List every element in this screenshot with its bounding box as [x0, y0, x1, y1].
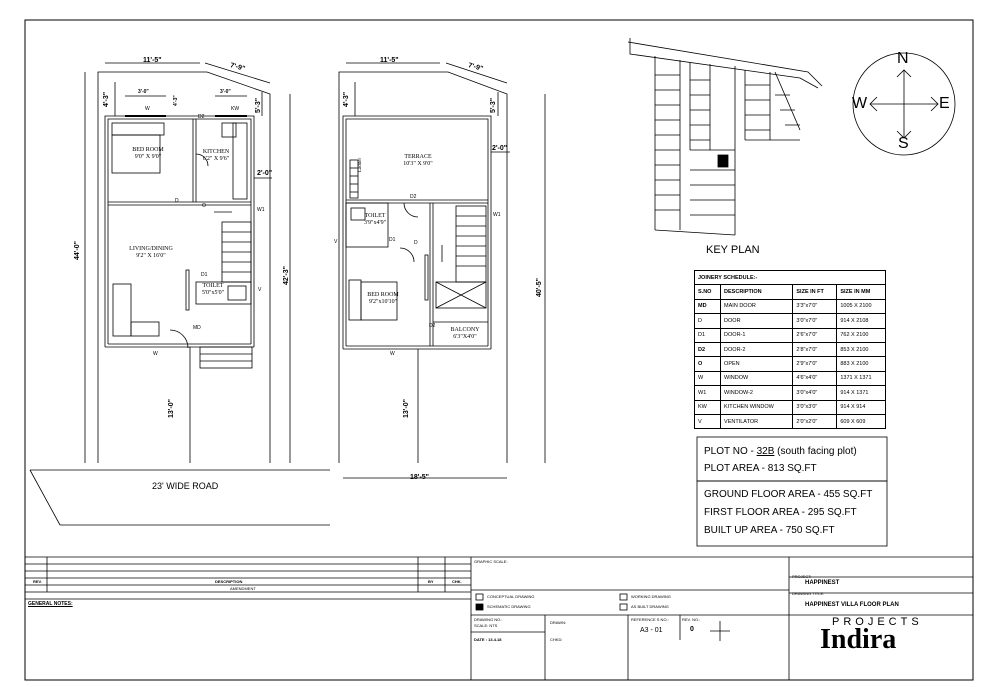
tb-project: HAPPINEST — [805, 580, 840, 586]
tb-description: DESCRIPTION — [215, 579, 243, 584]
plot-no-suffix: (south facing plot) — [774, 446, 857, 457]
table-row — [695, 371, 886, 385]
room-size: 10'3" X 9'0" — [403, 161, 433, 168]
cell: 853 X 2100 — [837, 342, 886, 356]
room-label: TOILET — [202, 283, 224, 289]
cell: MAIN DOOR — [721, 299, 793, 313]
cell: 914 X 914 — [837, 400, 886, 414]
cell: W — [695, 371, 721, 385]
room-bedroom-ground — [128, 147, 168, 161]
table-row — [695, 414, 886, 428]
dim-window-a: 3'-0" — [138, 89, 149, 95]
tb-date: DATE : 13.4.18 — [474, 637, 502, 642]
cell: 2'9"x7'0" — [793, 357, 837, 371]
tb-project-label: PROJECT: — [792, 574, 812, 579]
road-label: 23' WIDE ROAD — [152, 481, 219, 491]
tag-kw: KW — [231, 106, 240, 112]
cell: 2'8"x7'0" — [793, 342, 837, 356]
compass-n: N — [897, 50, 909, 67]
dim-first-small-left: 4'-3" — [343, 91, 350, 107]
tb-schematic: SCHEMATIC DRAWING — [487, 604, 531, 609]
cell: WINDOW — [721, 371, 793, 385]
cell: 883 X 2100 — [837, 357, 886, 371]
dim-window-b: 3'-0" — [220, 89, 231, 95]
plot-no — [704, 446, 857, 457]
cell: 3'0"x3'0" — [793, 400, 837, 414]
tb-amendment: AMENDMENT — [230, 586, 256, 591]
room-label: LIVING/DINING — [129, 246, 173, 252]
cell: DOOR-1 — [721, 328, 793, 342]
cell: DOOR-2 — [721, 342, 793, 356]
ladder-label: Ladder — [358, 157, 363, 172]
room-label: TERRACE — [404, 154, 432, 160]
room-label: TOILET — [364, 213, 386, 219]
dim-first-front-setback: 13'-0" — [403, 399, 410, 418]
tb-rev-no: REV. NO.: — [682, 617, 701, 622]
tag-d2-first: D2 — [410, 194, 417, 200]
tag-w-first: W — [390, 351, 395, 357]
tb-rev: REV. — [33, 579, 42, 584]
dim-ground-right-height: 42'-3" — [283, 266, 290, 285]
tb-drawing-no: DRAWING NO.: — [474, 617, 503, 622]
table-row — [695, 342, 886, 356]
cell: KITCHEN WINDOW — [721, 400, 793, 414]
joinery-schedule — [694, 270, 886, 429]
plot-no-prefix: PLOT NO - — [704, 446, 757, 457]
tag-w-front: W — [153, 351, 158, 357]
first-floor-area: FIRST FLOOR AREA - 295 SQ.FT — [704, 507, 857, 518]
cell: WINDOW-2 — [721, 386, 793, 400]
tb-working: WORKING DRAWING — [631, 594, 671, 599]
cell: O — [695, 357, 721, 371]
cell: V — [695, 414, 721, 428]
compass-e: E — [939, 95, 950, 112]
room-living-ground — [120, 246, 182, 260]
cell: 2'0"x2'0" — [793, 414, 837, 428]
cell: 914 X 2108 — [837, 314, 886, 328]
cell: OPEN — [721, 357, 793, 371]
room-size: 6'2" X 9'6" — [202, 156, 230, 163]
room-size: 5'0"x5'0" — [201, 290, 225, 297]
table-row — [695, 299, 886, 313]
dim-ground-small-right: 5'-3" — [255, 97, 262, 113]
tb-by: BY — [428, 579, 434, 584]
tag-d1: D1 — [201, 272, 208, 278]
tag-d2: D2 — [198, 114, 205, 120]
tb-rev-value: 0 — [690, 626, 694, 633]
dim-first-side-offset: 2'-0" — [492, 145, 508, 152]
tb-drawn: DRAWN: — [550, 620, 567, 625]
tb-drawing-title-label: DRAWING TITLE: — [792, 591, 825, 596]
dim-ground-top-width: 11'-5" — [143, 57, 162, 64]
schedule-header: SIZE IN FT — [793, 285, 837, 299]
tag-w1-first: W1 — [493, 212, 501, 218]
dim-ground-side-offset: 2'-0" — [257, 170, 273, 177]
dim-ground-top-angled: 7'-9" — [229, 62, 246, 73]
cell: VENTILATOR — [721, 414, 793, 428]
tb-scale: SCALE: NTS — [474, 623, 498, 628]
ground-floor-area: GROUND FLOOR AREA - 455 SQ.FT — [704, 489, 873, 500]
room-size: 9'2"x10'10" — [368, 299, 398, 306]
dim-first-bottom-width: 18'-5" — [410, 474, 429, 481]
tb-drawing-title: HAPPINEST VILLA FLOOR PLAN — [805, 602, 899, 608]
room-toilet-ground — [198, 283, 228, 297]
tb-chk: CHK. — [452, 579, 462, 584]
room-toilet-first — [359, 213, 391, 227]
table-row — [695, 386, 886, 400]
road — [30, 470, 330, 525]
schedule-header: SIZE IN MM — [837, 285, 886, 299]
schedule-title: JOINERY SCHEDULE:- — [695, 271, 886, 285]
built-up-area: BUILT UP AREA - 750 SQ.FT — [704, 525, 835, 536]
dim-ground-small-left: 4'-3" — [103, 91, 110, 107]
tag-w: W — [145, 106, 150, 112]
room-label: KITCHEN — [202, 149, 230, 155]
cell: 4'6"x4'0" — [793, 371, 837, 385]
cell: 3'0"x7'0" — [793, 314, 837, 328]
schedule-header: DESCRIPTION — [721, 285, 793, 299]
cell: 914 X 1371 — [837, 386, 886, 400]
tag-d-first: D — [414, 240, 418, 246]
key-plan-title: KEY PLAN — [706, 244, 760, 256]
table-row — [695, 314, 886, 328]
cell: 762 X 2100 — [837, 328, 886, 342]
cell: MD — [695, 299, 721, 313]
cell: 3'3"x7'0" — [793, 299, 837, 313]
dim-first-small-right: 5'-3" — [490, 97, 497, 113]
tb-chkd: CHKD: — [550, 637, 563, 642]
tag-w1: W1 — [257, 207, 265, 213]
tb-as-built: AS BUILT DRAWING — [631, 604, 669, 609]
room-label: BED ROOM — [132, 147, 164, 153]
room-label: BALCONY — [450, 327, 480, 333]
cell: 1371 X 1371 — [837, 371, 886, 385]
compass-w: W — [852, 95, 868, 112]
key-plan — [628, 38, 822, 235]
tag-d1-first: D1 — [389, 237, 396, 243]
room-size: 9'0" X 9'0" — [134, 154, 162, 161]
tb-reference: REFERENCE S NO.: — [631, 617, 669, 622]
tag-v: V — [258, 287, 262, 293]
tb-sheet-no: A3 - 01 — [640, 627, 663, 634]
room-bedroom-first — [361, 292, 405, 306]
cell: 609 X 609 — [837, 414, 886, 428]
room-kitchen-ground — [196, 149, 236, 163]
table-row — [695, 357, 886, 371]
room-size: 6'3"X4'0" — [453, 334, 477, 341]
dim-first-top-width: 11'-5" — [380, 57, 399, 64]
tag-md: MD — [193, 325, 201, 331]
compass-s: S — [898, 135, 909, 152]
first-floor-plan — [339, 63, 545, 478]
tag-d: D — [175, 198, 179, 204]
cell: W1 — [695, 386, 721, 400]
tag-v-first: V — [334, 239, 338, 245]
cell: 1005 X 2100 — [837, 299, 886, 313]
table-row — [695, 328, 886, 342]
cell: D — [695, 314, 721, 328]
cell: DOOR — [721, 314, 793, 328]
tag-o: O — [202, 203, 206, 209]
tb-graphic-scale: GRAPHIC SCALE: — [474, 559, 508, 564]
room-terrace-first — [393, 154, 443, 168]
cell: D2 — [695, 342, 721, 356]
dim-first-right-height: 40'-5" — [536, 278, 543, 297]
ground-floor-plan — [85, 63, 290, 463]
schedule-header: S.NO — [695, 285, 721, 299]
tag-d2-balcony: D2 — [429, 323, 436, 329]
dim-ground-front-setback: 13'-0" — [168, 399, 175, 418]
dim-ground-inner-small: 4'-3" — [173, 95, 179, 106]
room-size: 9'2" X 16'0" — [136, 253, 166, 260]
room-balcony-first — [446, 327, 484, 341]
room-label: BED ROOM — [367, 292, 399, 298]
dim-first-top-angled: 7'-9" — [467, 62, 484, 73]
room-size: 3'9"x4'9" — [363, 220, 387, 227]
cell: 3'0"x4'0" — [793, 386, 837, 400]
tb-general-notes: GENERAL NOTES: — [28, 601, 73, 607]
table-row — [695, 400, 886, 414]
logo-top: PROJECTS — [832, 616, 923, 628]
plot-area: PLOT AREA - 813 SQ.FT — [704, 463, 817, 474]
cell: KW — [695, 400, 721, 414]
dim-ground-left-height: 44'-0" — [74, 241, 81, 260]
cell: D1 — [695, 328, 721, 342]
logo-main: Indira — [820, 624, 897, 655]
cell: 2'6"x7'0" — [793, 328, 837, 342]
plot-no-value: 32B — [756, 446, 775, 457]
tb-conceptual: CONCEPTUAL DRAWING — [487, 594, 535, 599]
